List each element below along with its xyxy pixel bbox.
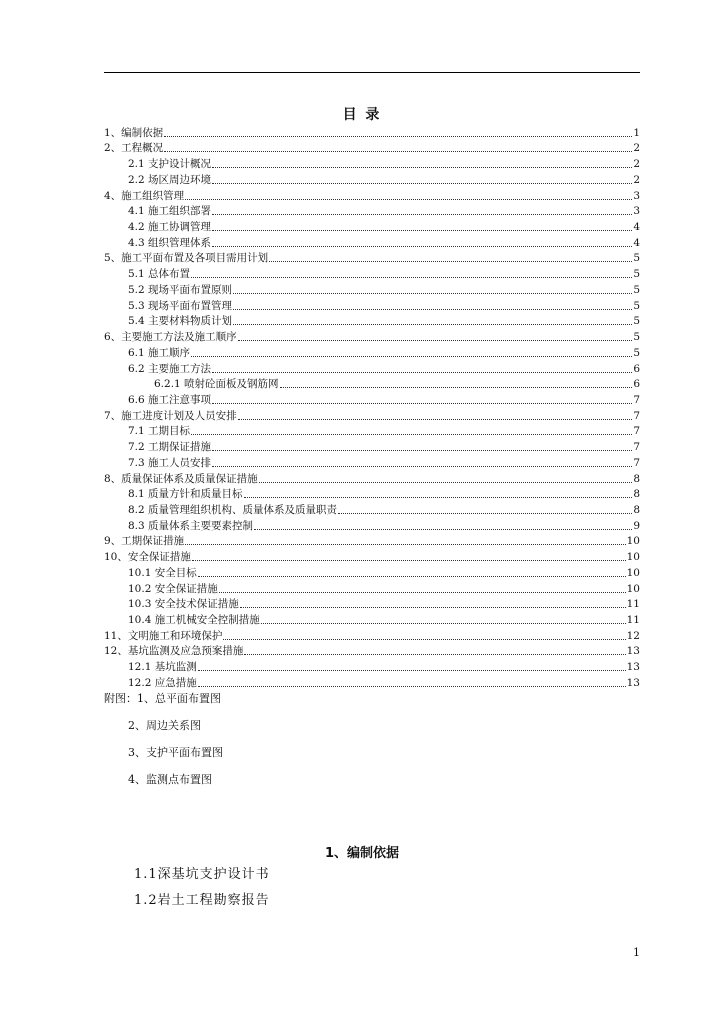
toc-entry-label: 7.3 施工人员安排 bbox=[128, 456, 212, 469]
toc-dot-leader bbox=[240, 606, 626, 608]
toc-dot-leader bbox=[244, 653, 625, 655]
toc-entry-page: 10 bbox=[626, 566, 640, 579]
toc-entry-label: 9、工期保证措施 bbox=[104, 535, 185, 548]
toc-entry-page: 13 bbox=[626, 676, 640, 689]
toc-entry[interactable] bbox=[104, 627, 640, 643]
toc-entry-page: 8 bbox=[633, 472, 640, 485]
toc-dot-leader bbox=[269, 260, 632, 262]
toc-dot-leader bbox=[223, 638, 625, 640]
toc-entry-page: 10 bbox=[626, 551, 640, 564]
toc-dot-leader bbox=[238, 418, 633, 420]
toc-dot-leader bbox=[233, 292, 632, 294]
toc-entry-page: 12 bbox=[626, 629, 640, 642]
toc-entry[interactable] bbox=[104, 297, 640, 313]
toc-dot-leader bbox=[219, 591, 626, 593]
toc-entry-label: 6、主要施工方法及施工顺序 bbox=[104, 331, 237, 344]
toc-dot-leader bbox=[259, 481, 633, 483]
toc-dot-leader bbox=[212, 245, 632, 247]
toc-entry-page: 1 bbox=[633, 126, 640, 139]
toc-entry[interactable] bbox=[104, 517, 640, 533]
toc-entry[interactable] bbox=[104, 391, 640, 407]
toc-entry-label: 10.2 安全保证措施 bbox=[128, 582, 218, 595]
toc-entry-label: 6.2.1 喷射砼面板及钢筋网 bbox=[154, 378, 279, 391]
toc-entry-page: 6 bbox=[633, 362, 640, 375]
toc-dot-leader bbox=[191, 355, 632, 357]
toc-dot-leader bbox=[185, 198, 632, 200]
toc-entry[interactable] bbox=[104, 533, 640, 549]
toc-dot-leader bbox=[338, 512, 632, 514]
toc-entry[interactable] bbox=[104, 658, 640, 674]
appendix-item bbox=[104, 689, 504, 716]
toc-entry-label: 4.1 施工组织部署 bbox=[128, 205, 212, 218]
body-line: 1.1深基坑支护设计书 bbox=[134, 867, 270, 882]
toc-entry-label: 1、编制依据 bbox=[104, 126, 164, 139]
body-line: 1.2岩土工程勘察报告 bbox=[134, 893, 270, 908]
toc-entry-label: 2.2 场区周边环境 bbox=[128, 173, 212, 186]
toc-dot-leader bbox=[198, 669, 626, 671]
toc-entry-label: 8.2 质量管理组织机构、质量体系及质量职责 bbox=[128, 503, 338, 516]
toc-dot-leader bbox=[212, 371, 632, 373]
toc-entry-page: 8 bbox=[633, 488, 640, 501]
toc-dot-leader bbox=[212, 449, 632, 451]
toc-entry[interactable] bbox=[104, 611, 640, 627]
appendix-list bbox=[104, 689, 504, 797]
appendix-item bbox=[104, 770, 504, 797]
toc-dot-leader bbox=[164, 135, 632, 137]
toc-entry-label: 7.2 工期保证措施 bbox=[128, 441, 212, 454]
toc-entry-label: 4.3 组织管理体系 bbox=[128, 236, 212, 249]
toc-entry-label: 5.4 主要材料物质计划 bbox=[128, 315, 233, 328]
toc-dot-leader bbox=[254, 528, 632, 530]
toc-entry[interactable] bbox=[104, 580, 640, 596]
toc-entry-page: 13 bbox=[626, 645, 640, 658]
toc-entry-page: 7 bbox=[633, 456, 640, 469]
appendix-item-label: 3、支护平面布置图 bbox=[128, 746, 223, 759]
toc-entry-label: 12.1 基坑监测 bbox=[128, 661, 197, 674]
toc-entry-page: 7 bbox=[633, 393, 640, 406]
toc-entry-label: 4.2 施工协调管理 bbox=[128, 221, 212, 234]
toc-entry-page: 7 bbox=[633, 441, 640, 454]
toc-dot-leader bbox=[212, 182, 632, 184]
toc-entry-label: 5.3 现场平面布置管理 bbox=[128, 299, 233, 312]
toc-entry-label: 8.3 质量体系主要要素控制 bbox=[128, 519, 254, 532]
toc-entry-label: 10.1 安全目标 bbox=[128, 566, 197, 579]
toc-dot-leader bbox=[233, 308, 632, 310]
toc-dot-leader bbox=[185, 543, 625, 545]
toc-entry[interactable] bbox=[104, 596, 640, 612]
toc-dot-leader bbox=[191, 433, 632, 435]
toc-entry-page: 3 bbox=[633, 205, 640, 218]
toc-entry-label: 7.1 工期目标 bbox=[128, 425, 191, 438]
toc-dot-leader bbox=[238, 339, 633, 341]
toc-entry[interactable] bbox=[104, 407, 640, 423]
toc-entry[interactable] bbox=[104, 454, 640, 470]
toc-entry-label: 6.2 主要施工方法 bbox=[128, 362, 212, 375]
toc-entry-page: 5 bbox=[633, 315, 640, 328]
toc-entry[interactable] bbox=[104, 187, 640, 203]
toc-entry[interactable] bbox=[104, 486, 640, 502]
toc-entry-page: 5 bbox=[633, 331, 640, 344]
toc-entry-page: 5 bbox=[633, 252, 640, 265]
toc-dot-leader bbox=[164, 150, 632, 152]
toc-entry-page: 5 bbox=[633, 268, 640, 281]
toc-entry-label: 7、施工进度计划及人员安排 bbox=[104, 409, 237, 422]
appendix-item-label: 4、监测点布置图 bbox=[128, 773, 212, 786]
toc-entry-page: 5 bbox=[633, 346, 640, 359]
toc-dot-leader bbox=[244, 496, 633, 498]
toc-entry-label: 8、质量保证体系及质量保证措施 bbox=[104, 472, 258, 485]
toc-entry-page: 4 bbox=[633, 221, 640, 234]
toc-entry[interactable] bbox=[104, 344, 640, 360]
toc-entry[interactable] bbox=[104, 281, 640, 297]
appendix-prefix: 附图： bbox=[104, 692, 137, 705]
toc-entry-label: 2、工程概况 bbox=[104, 142, 164, 155]
toc-entry-label: 6.1 施工顺序 bbox=[128, 346, 191, 359]
toc-entry[interactable] bbox=[104, 313, 640, 329]
toc-entry-page: 4 bbox=[633, 236, 640, 249]
toc-entry-page: 10 bbox=[626, 535, 640, 548]
toc-dot-leader bbox=[191, 276, 632, 278]
page-number: 1 bbox=[633, 946, 640, 959]
toc-entry[interactable] bbox=[104, 250, 640, 266]
toc-entry-label: 4、施工组织管理 bbox=[104, 189, 185, 202]
toc-entry[interactable] bbox=[104, 140, 640, 156]
toc-entry-page: 5 bbox=[633, 299, 640, 312]
toc-dot-leader bbox=[198, 575, 626, 577]
toc-entry-label: 12.2 应急措施 bbox=[128, 676, 197, 689]
toc-dot-leader bbox=[280, 386, 633, 388]
toc-dot-leader bbox=[212, 213, 632, 215]
toc-entry-page: 10 bbox=[626, 582, 640, 595]
toc-dot-leader bbox=[212, 166, 632, 168]
toc-entry-page: 8 bbox=[633, 503, 640, 516]
toc-entry[interactable] bbox=[104, 218, 640, 234]
toc-entry[interactable] bbox=[104, 438, 640, 454]
toc-entry[interactable] bbox=[104, 376, 640, 392]
section-body bbox=[134, 864, 270, 916]
toc-entry-page: 7 bbox=[633, 425, 640, 438]
toc-entry-label: 10.4 施工机械安全控制措施 bbox=[128, 614, 260, 626]
toc-dot-leader bbox=[198, 685, 626, 687]
toc-entry[interactable] bbox=[104, 171, 640, 187]
toc-entry-page: 11 bbox=[626, 598, 640, 611]
toc-entry-label: 2.1 支护设计概况 bbox=[128, 158, 212, 171]
toc-entry-label: 11、文明施工和环境保护 bbox=[104, 629, 223, 642]
toc-title: 目 录 bbox=[342, 107, 382, 123]
toc-entry-label: 10.3 安全技术保证措施 bbox=[128, 598, 239, 611]
toc-entry-label: 5.1 总体布置 bbox=[128, 268, 191, 281]
toc-entry[interactable] bbox=[104, 360, 640, 376]
header-rule bbox=[104, 72, 640, 73]
toc-entry-page: 5 bbox=[633, 283, 640, 296]
toc-entry[interactable] bbox=[104, 643, 640, 659]
toc-entry[interactable] bbox=[104, 203, 640, 219]
toc-entry[interactable] bbox=[104, 328, 640, 344]
toc-entry-page: 13 bbox=[626, 661, 640, 674]
toc-entry-page: 6 bbox=[633, 378, 640, 391]
toc-dot-leader bbox=[212, 402, 632, 404]
toc-entry-label: 5.2 现场平面布置原则 bbox=[128, 283, 233, 296]
toc-entry[interactable] bbox=[104, 501, 640, 517]
toc-dot-leader bbox=[261, 622, 626, 624]
toc-entry-label: 8.1 质量方针和质量目标 bbox=[128, 488, 243, 501]
toc-entry[interactable] bbox=[104, 155, 640, 171]
toc-dot-leader bbox=[212, 465, 632, 467]
toc-entry-page: 2 bbox=[633, 158, 640, 171]
section-heading: 1、编制依据 bbox=[324, 846, 400, 861]
toc-entry[interactable] bbox=[104, 234, 640, 250]
toc-entry-label: 10、安全保证措施 bbox=[104, 551, 191, 564]
toc-entry-label: 5、施工平面布置及各项目需用计划 bbox=[104, 252, 269, 265]
toc-entry[interactable] bbox=[104, 265, 640, 281]
appendix-item-label: 2、周边关系图 bbox=[128, 719, 201, 732]
toc-dot-leader bbox=[212, 229, 632, 231]
toc-dot-leader bbox=[233, 323, 632, 325]
table-of-contents bbox=[104, 124, 640, 690]
toc-entry-label: 6.6 施工注意事项 bbox=[128, 393, 212, 406]
toc-entry-page: 7 bbox=[633, 409, 640, 422]
toc-entry-page: 3 bbox=[633, 189, 640, 202]
toc-entry[interactable] bbox=[104, 423, 640, 439]
toc-entry[interactable] bbox=[104, 470, 640, 486]
toc-entry[interactable] bbox=[104, 674, 640, 690]
toc-entry-page: 11 bbox=[626, 614, 640, 626]
toc-entry[interactable] bbox=[104, 548, 640, 564]
toc-dot-leader bbox=[192, 559, 626, 561]
toc-entry[interactable] bbox=[104, 564, 640, 580]
appendix-item bbox=[104, 743, 504, 770]
toc-entry-label: 12、基坑监测及应急预案措施 bbox=[104, 645, 244, 658]
appendix-item-label: 1、总平面布置图 bbox=[137, 692, 221, 705]
toc-entry[interactable] bbox=[104, 124, 640, 140]
toc-entry-page: 2 bbox=[633, 142, 640, 155]
toc-entry-page: 2 bbox=[633, 173, 640, 186]
appendix-item bbox=[104, 716, 504, 743]
toc-entry-page: 9 bbox=[633, 519, 640, 532]
